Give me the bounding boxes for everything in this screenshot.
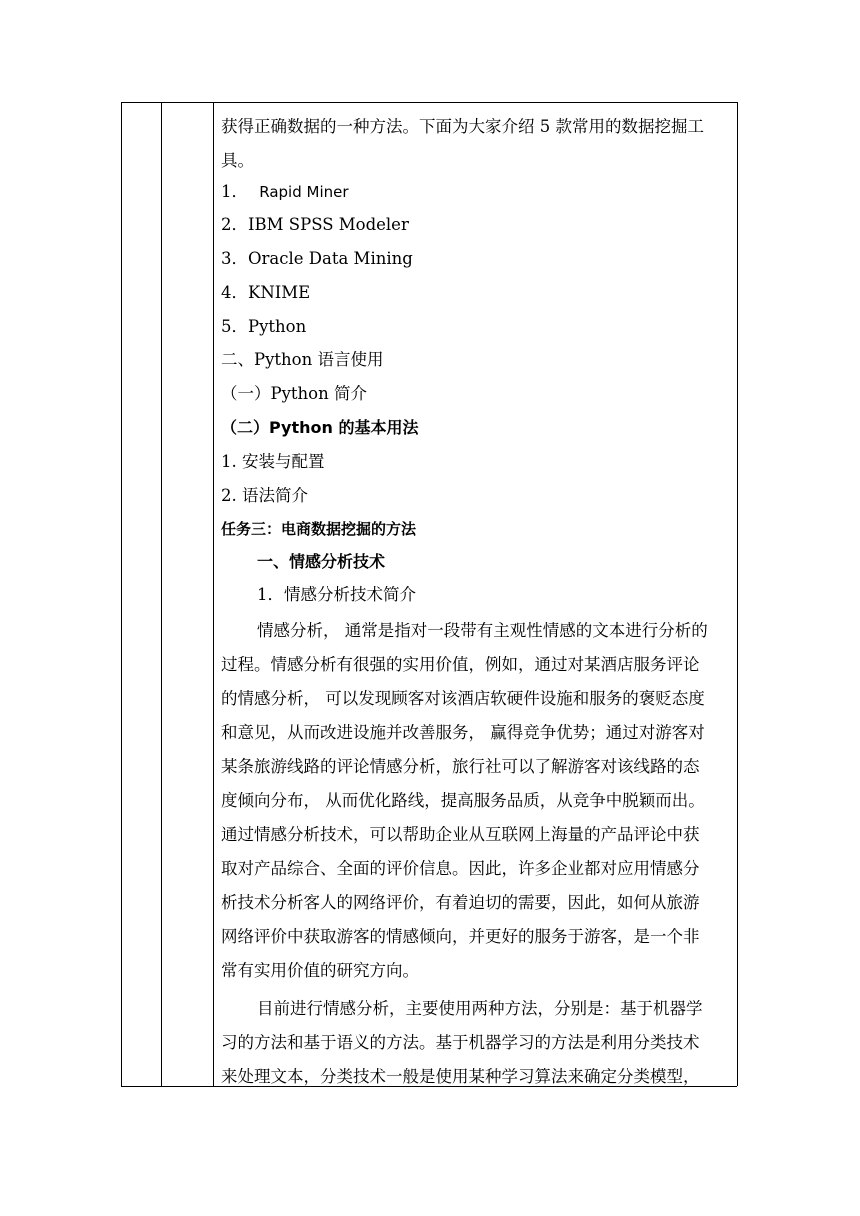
subsection-heading: （二）Python 的基本用法 [221,418,419,437]
section-heading: 一、情感分析技术 [257,552,386,571]
tool-name: IBM SPSS Modeler [248,215,409,234]
list-number: 3． [221,249,248,268]
tool-name: Python [248,317,307,336]
tool-name: KNIME [248,283,311,302]
table-divider-1 [161,102,162,1086]
task-heading: 任务三：电商数据挖掘的方法 [221,520,417,538]
numbered-item: 1. 安装与配置 [221,452,325,471]
numbered-item: 2. 语法简介 [221,486,308,505]
paragraph-line: 来处理文本，分类技术一般是使用某种学习算法来确定分类模型， [221,1067,700,1086]
paragraph-line: 析技术分析客人的网络评价，有着迫切的需要，因此，如何从旅游 [221,893,700,912]
paragraph-line: 取对产品综合、全面的评价信息。因此，许多企业都对应用情感分 [221,859,700,878]
paragraph-line: 和意见，从而改进设施并改善服务， 赢得竞争优势；通过对游客对 [221,723,705,742]
list-number: 4． [221,283,248,302]
section-heading: 二、Python 语言使用 [221,350,384,369]
paragraph-line: 度倾向分布， 从而优化路线，提高服务品质，从竞争中脱颖而出。 [221,791,705,810]
table-border-right [737,102,738,1086]
paragraph-line: 网络评价中获取游客的情感倾向，并更好的服务于游客，是一个非 [221,927,700,946]
paragraph-line: 目前进行情感分析，主要使用两种方法，分别是：基于机器学 [257,999,703,1018]
paragraph-line: 某条旅游线路的评论情感分析，旅行社可以了解游客对该线路的态 [221,757,700,776]
paragraph-line: 习的方法和基于语义的方法。基于机器学习的方法是利用分类技术 [221,1033,700,1052]
list-number: 2． [221,215,248,234]
intro-line: 具。 [221,151,254,170]
table-divider-2 [213,102,214,1086]
paragraph-line: 通过情感分析技术，可以帮助企业从互联网上海量的产品评论中获 [221,825,700,844]
paragraph-line: 情感分析， 通常是指对一段带有主观性情感的文本进行分析的 [257,621,708,640]
list-number: 1． [221,182,248,201]
tool-list-item [221,317,306,337]
subsection-heading: （一）Python 简介 [221,384,367,403]
tool-list-item [221,249,413,269]
paragraph-line: 常有实用价值的研究方向。 [221,961,419,980]
tool-name: Rapid Miner [259,183,349,201]
paragraph-line: 的情感分析， 可以发现顾客对该酒店软硬件设施和服务的褒贬态度 [221,689,705,708]
paragraph-line: 过程。情感分析有很强的实用价值，例如，通过对某酒店服务评论 [221,655,700,674]
tool-name: Oracle Data Mining [248,249,413,268]
tool-list-item [221,182,349,202]
subsection-heading: 1．情感分析技术简介 [257,585,416,604]
intro-line: 获得正确数据的一种方法。下面为大家介绍 5 款常用的数据挖掘工 [221,117,704,136]
tool-list-item [221,215,409,235]
table-border-left [121,102,122,1086]
tool-list-item [221,283,310,303]
list-number: 5． [221,317,248,336]
